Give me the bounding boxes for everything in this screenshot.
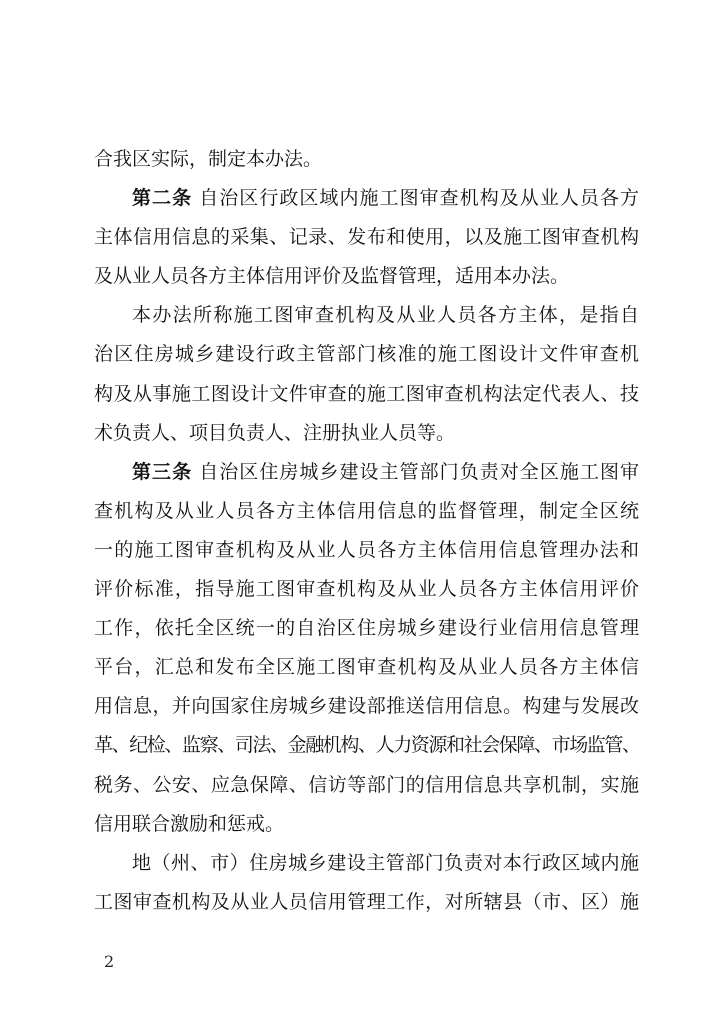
line-text: 治区住房城乡建设行政主管部门核准的施工图设计文件审查机 [94, 343, 639, 366]
text-line [94, 335, 639, 374]
line-text: 一的施工图审查机构及从业人员各方主体信用信息管理办法和 [94, 538, 639, 561]
text-line [94, 570, 639, 609]
line-text: 主体信用信息的采集、记录、发布和使用，以及施工图审查机构 [94, 226, 639, 249]
line-text: 构及从事施工图设计文件审查的施工图审查机构法定代表人、技 [94, 382, 639, 405]
line-text: 信用联合激励和惩戒。 [94, 812, 285, 835]
text-line [94, 218, 639, 257]
text-line [94, 453, 639, 492]
text-line [94, 687, 639, 726]
text-line [94, 805, 639, 844]
text-line [94, 883, 639, 922]
line-text: 自治区住房城乡建设主管部门负责对全区施工图审 [192, 460, 639, 483]
text-line [94, 140, 639, 179]
line-text: 合我区实际，制定本办法。 [94, 148, 323, 170]
line-text: 用信息，并向国家住房城乡建设部推送信用信息。构建与发展改 [94, 695, 639, 718]
line-text: 自治区行政区域内施工图审查机构及从业人员各方 [192, 187, 639, 210]
text-line [94, 726, 639, 765]
text-line [94, 257, 639, 296]
text-line [94, 375, 639, 414]
article-number: 第二条 [132, 187, 193, 210]
text-line [94, 296, 639, 335]
line-text: 术负责人、项目负责人、注册执业人员等。 [94, 421, 456, 444]
line-text: 评价标准，指导施工图审查机构及从业人员各方主体信用评价 [94, 578, 639, 601]
line-text: 查机构及从业人员各方主体信用信息的监督管理，制定全区统 [94, 499, 639, 522]
text-line [94, 492, 639, 531]
line-text: 革、纪检、监察、司法、金融机构、人力资源和社会保障、市场监管、 [94, 734, 640, 757]
text-line [94, 844, 639, 883]
text-line [94, 766, 639, 805]
line-text: 税务、公安、应急保障、信访等部门的信用信息共享机制，实施 [94, 773, 639, 796]
page-number: 2 [104, 952, 115, 971]
line-text: 平台，汇总和发布全区施工图审查机构及从业人员各方主体信 [94, 656, 639, 679]
text-line [94, 414, 639, 453]
text-line [94, 179, 639, 218]
text-line [94, 648, 639, 687]
line-text: 本办法所称施工图审查机构及从业人员各方主体，是指自 [132, 304, 639, 327]
body-text [94, 140, 639, 922]
line-text: 工作，依托全区统一的自治区住房城乡建设行业信用信息管理 [94, 617, 639, 640]
text-line [94, 609, 639, 648]
line-text: 地（州、市）住房城乡建设主管部门负责对本行政区域内施 [132, 851, 639, 874]
text-line [94, 531, 639, 570]
line-text: 及从业人员各方主体信用评价及监督管理，适用本办法。 [94, 265, 570, 288]
article-number: 第三条 [132, 460, 193, 483]
line-text: 工图审查机构及从业人员信用管理工作，对所辖县（市、区）施 [94, 890, 639, 913]
